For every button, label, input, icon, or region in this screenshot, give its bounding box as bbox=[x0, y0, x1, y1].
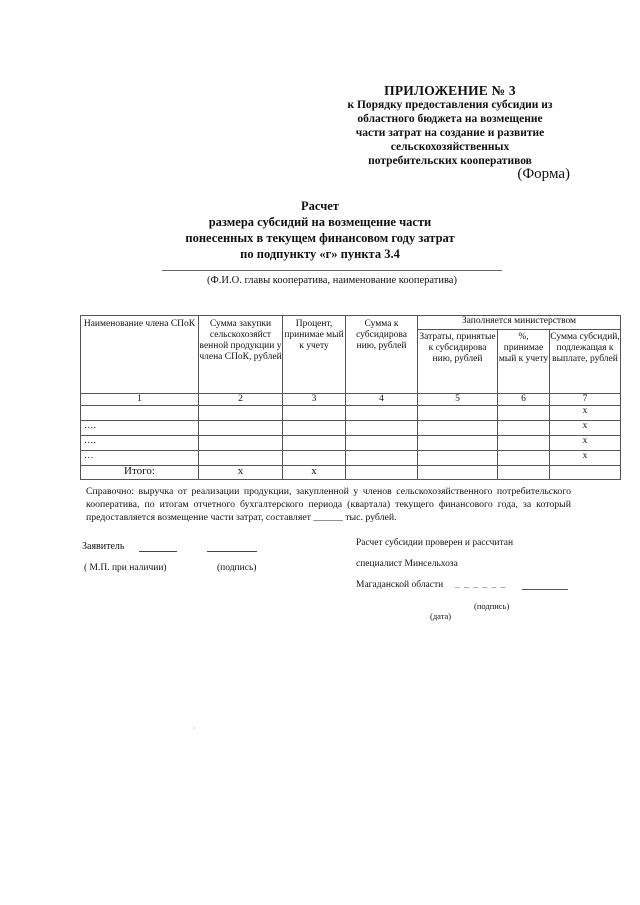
table-cell[interactable] bbox=[346, 451, 418, 466]
table-cell[interactable] bbox=[498, 436, 550, 451]
header-member-name: Наименование члена СПоК bbox=[81, 316, 199, 394]
table-row bbox=[81, 451, 621, 466]
table-cell[interactable] bbox=[199, 406, 283, 421]
table-cell[interactable] bbox=[498, 421, 550, 436]
heading-line: Расчет bbox=[301, 199, 339, 213]
table-cell[interactable] bbox=[283, 436, 346, 451]
header-payable-subsidy: Сумма субсидий, подлежащая к выплате, рублей bbox=[550, 329, 621, 393]
ministry-date-caption: (дата) bbox=[430, 611, 452, 621]
total-cell[interactable] bbox=[550, 466, 621, 480]
total-cell: х bbox=[283, 466, 346, 480]
heading-line: понесенных в текущем финансовом году затрат bbox=[185, 231, 455, 245]
header-ministry-group: Заполняется министерством bbox=[418, 316, 621, 330]
member-name-cell[interactable]: …. bbox=[81, 436, 199, 451]
appendix-line: областного бюджета на возмещение bbox=[357, 113, 543, 125]
table-cell[interactable] bbox=[346, 406, 418, 421]
column-number: 4 bbox=[346, 394, 418, 406]
total-label: Итого: bbox=[81, 466, 199, 480]
ministry-date-blank[interactable] bbox=[522, 589, 568, 590]
applicant-signature-caption: (подпись) bbox=[217, 563, 257, 573]
ministry-check-text: Расчет субсидии проверен и рассчитан bbox=[356, 538, 514, 548]
cooperative-name-caption: (Ф.И.О. главы кооператива, наименование кооператива) bbox=[207, 275, 457, 286]
column-number: 6 bbox=[498, 394, 550, 406]
heading-line: размера субсидий на возмещение части bbox=[208, 215, 432, 229]
applicant-signature-blank[interactable] bbox=[207, 551, 257, 552]
stamp-caption: ( М.П. при наличии) bbox=[84, 563, 167, 573]
table-cell[interactable] bbox=[418, 421, 498, 436]
header-percent: Процент, принимае мый к учету bbox=[283, 316, 346, 394]
table-cell[interactable] bbox=[346, 436, 418, 451]
table-cell[interactable] bbox=[199, 451, 283, 466]
ministry-signature-dashes[interactable]: _ _ _ _ _ _ bbox=[455, 580, 507, 590]
header-purchase-sum: Сумма закупки сельскохозяйст венной продукции у члена СПоК, рублей bbox=[199, 316, 283, 394]
appendix-title: ПРИЛОЖЕНИЕ № 3 bbox=[384, 83, 516, 98]
table-row bbox=[81, 421, 621, 436]
column-number: 1 bbox=[81, 394, 199, 406]
reference-note: Справочно: выручка от реализации продукции, закупленной у членов сельскохозяйственного потребительского кооператива, по итогам отчетного бухгалтерского периода (квартала) текущего финансового года, за который предоставляется возмещение части затрат, составляет ______ тыс. рублей. bbox=[86, 486, 571, 523]
heading-line: по подпункту «г» пункта 3.4 bbox=[240, 247, 400, 261]
column-numbers-row bbox=[81, 394, 621, 406]
total-cell[interactable] bbox=[498, 466, 550, 480]
member-name-cell[interactable]: … bbox=[81, 451, 199, 466]
table-cell[interactable] bbox=[498, 406, 550, 421]
header-subsidy-sum: Сумма к субсидирова нию, рублей bbox=[346, 316, 418, 394]
appendix-block bbox=[330, 84, 570, 168]
table-cell[interactable] bbox=[418, 406, 498, 421]
column-number: 5 bbox=[418, 394, 498, 406]
table-cell[interactable] bbox=[418, 436, 498, 451]
ministry-specialist: специалист Минсельхоза bbox=[356, 559, 458, 569]
ministry-region: Магаданской области bbox=[356, 580, 444, 590]
member-name-cell[interactable]: …. bbox=[81, 421, 199, 436]
column-number: 7 bbox=[550, 394, 621, 406]
table-row bbox=[81, 406, 621, 421]
table-cell: х bbox=[550, 451, 621, 466]
column-number: 3 bbox=[283, 394, 346, 406]
subsidy-table bbox=[80, 315, 621, 480]
table-cell[interactable] bbox=[498, 451, 550, 466]
form-label: (Форма) bbox=[517, 166, 570, 182]
table-cell[interactable] bbox=[283, 421, 346, 436]
total-cell[interactable] bbox=[418, 466, 498, 480]
table-row bbox=[81, 436, 621, 451]
appendix-line: к Порядку предоставления субсидии из bbox=[347, 99, 553, 111]
column-number: 2 bbox=[199, 394, 283, 406]
table-cell: х bbox=[550, 421, 621, 436]
applicant-label: Заявитель bbox=[82, 541, 125, 552]
table-cell[interactable] bbox=[346, 421, 418, 436]
member-name-cell[interactable] bbox=[81, 406, 199, 421]
appendix-line: части затрат на создание и развитие bbox=[355, 127, 545, 139]
ministry-signature-caption: (подпись) bbox=[474, 601, 510, 611]
applicant-blank[interactable] bbox=[139, 551, 177, 552]
total-row bbox=[81, 466, 621, 480]
scan-mark: · bbox=[193, 724, 196, 733]
appendix-line: потребительских кооперативов bbox=[368, 155, 532, 167]
table-cell[interactable] bbox=[199, 421, 283, 436]
document-heading bbox=[170, 198, 470, 262]
table-cell[interactable] bbox=[283, 451, 346, 466]
header-accepted-percent: %, принимае мый к учету bbox=[498, 329, 550, 393]
table-cell: х bbox=[550, 436, 621, 451]
table-cell[interactable] bbox=[283, 406, 346, 421]
applicant-line bbox=[82, 541, 257, 552]
total-cell: х bbox=[199, 466, 283, 480]
header-accepted-costs: Затраты, принятые к субсидирова нию, рублей bbox=[418, 329, 498, 393]
table-cell: х bbox=[550, 406, 621, 421]
appendix-line: сельскохозяйственных bbox=[390, 141, 510, 153]
cooperative-name-line[interactable] bbox=[162, 270, 502, 271]
table-cell[interactable] bbox=[199, 436, 283, 451]
total-cell[interactable] bbox=[346, 466, 418, 480]
table-cell[interactable] bbox=[418, 451, 498, 466]
